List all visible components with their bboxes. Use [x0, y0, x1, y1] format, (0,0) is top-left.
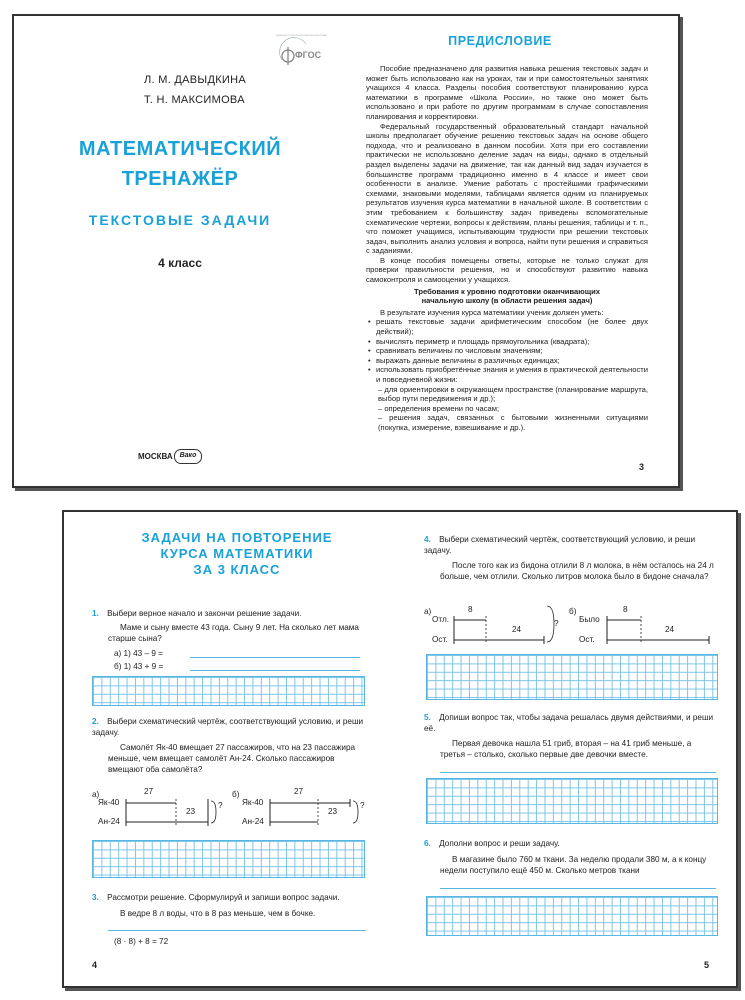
diagram-a-task-2[interactable] — [92, 784, 227, 834]
publisher-logo: Вако — [174, 449, 202, 464]
list-item: • выражать данные величины в различных единицах; — [376, 356, 648, 366]
diagram-question: ? — [360, 801, 365, 810]
list-item: – решения задач, связанных с бытовыми жизненными ситуациями (покупка, измерение, взвешивание и др.). — [378, 413, 648, 432]
list-item: • вычислять периметр и площадь прямоугольника (квадрата); — [376, 337, 648, 347]
task-prompt: Выбери схематический чертёж, соответствующий условию, и реши задачу. — [424, 535, 696, 555]
task-6 — [424, 838, 716, 849]
preface-paragraph-1: Пособие предназначено для развития навыка решения текстовых задач и может быть использовано как на уроках, так и при самостоятельных занятиях учащихся 4 класса. Разделы пособия соответствуют планированию курса математики в программе «Школа России», но также оно может быть использовано и при работе по другим программам в случае сопоставления планирования и корректировки. — [366, 64, 648, 121]
author-1: Л. М. ДАВЫДКИНА — [144, 74, 247, 86]
diagram-row-label: Як-40 — [242, 798, 264, 807]
task-3-text: В ведре 8 л воды, что в 8 раз меньше, чем в бочке. — [120, 909, 316, 918]
task-prompt: Дополни вопрос и реши задачу. — [439, 839, 560, 848]
task-5-text: Первая девочка нашла 51 гриб, вторая – на 41 гриб меньше, а третья – столько, сколько первые две девочки вместе. — [440, 739, 692, 759]
book-title-line-1: МАТЕМАТИЧЕСКИЙ — [78, 138, 282, 160]
option-a-label: а) 1) 43 – 9 = — [114, 649, 163, 658]
fgos-arc-text: ФЕДЕРАЛЬНЫЙ ГОСУДАРСТВЕННЫЙ ОБРАЗОВАТЕЛЬНЫЙ СТАНДАРТ — [276, 36, 328, 37]
task-3 — [92, 892, 367, 903]
task-number: 1. — [92, 609, 99, 618]
task-number: 4. — [424, 535, 431, 544]
author-2: Т. Н. МАКСИМОВА — [144, 94, 245, 106]
list-item: • решать текстовые задачи арифметическим способом (не более двух действий); — [376, 317, 648, 336]
answer-line[interactable] — [190, 670, 360, 671]
preface-body — [366, 64, 648, 433]
diagram-value: 27 — [294, 787, 304, 796]
answer-line[interactable] — [440, 772, 716, 773]
task-number: 3. — [92, 893, 99, 902]
diagram-value: 8 — [623, 605, 628, 614]
diagram-b-task-2[interactable] — [232, 784, 367, 834]
task-number: 2. — [92, 717, 99, 726]
preface-paragraph-3: В конце пособия помещены ответы, которые не только служат для проверки правильности решения, но и способствуют развитию навыка самоконтроля и самооценки у учащихся. — [366, 255, 648, 285]
preface-paragraph-2: Федеральный государственный образовательный стандарт начальной школы предполагает обучение решению текстовых задач на основе общего подхода, что и реализовано в данном пособии. Хотя при его составлении практически не использовано деление задач на виды, однако в отдельный раздел выделены задачи на движение, так как данный вид задач изучается в большинстве программ традиционно именно в 4 классе и имеет свои особенности в анализе. Умение работать с простейшими графическими схемами, знаковыми моделями, таблицами является одним из планируемых результатов изучения курса математики в начальной школе. В соответствии с этим требованием к большинству задач приведены вспомогательные схематические чертежи, вопросы к действиям, планы решения, таблицы и т. п., что поможет учащимся, испытывающим трудности при решении текстовых задач, выполнить анализ условия и вопроса, найти пути решения и справиться с заданиями. — [366, 121, 648, 256]
requirements-heading: Требования к уровню подготовки оканчивающих начальную школу (в области решения задач) — [413, 286, 601, 306]
grade-label: 4 класс — [158, 256, 202, 270]
task-number: 6. — [424, 839, 431, 848]
publisher-city: МОСКВА — [138, 452, 173, 461]
task-6-text: В магазине было 760 м ткани. За неделю продали 380 м, а к концу недели поступило ещё 450 м. Сколько метров ткани — [440, 855, 707, 875]
diagram-label-b: б) — [569, 607, 577, 616]
answer-grid-task-2[interactable] — [92, 840, 365, 878]
answer-grid-task-1[interactable] — [92, 676, 365, 706]
diagram-label-b: б) — [232, 790, 240, 799]
diagram-a-task-4[interactable] — [424, 602, 564, 654]
book-subtitle: ТЕКСТОВЫЕ ЗАДАЧИ — [88, 212, 272, 228]
answer-line[interactable] — [440, 888, 716, 889]
diagram-row-label: Было — [579, 615, 600, 624]
task-1-option-b — [114, 661, 362, 672]
diagram-value: 23 — [186, 807, 196, 816]
section-heading-line-3: ЗА 3 КЛАСС — [193, 562, 281, 577]
diagram-row-label: Як-40 — [98, 798, 120, 807]
diagram-lines — [569, 602, 719, 654]
diagram-label-a: а) — [92, 790, 100, 799]
task-4 — [424, 534, 714, 556]
answer-grid-task-4[interactable] — [426, 654, 718, 700]
book-spread-bottom — [62, 510, 738, 988]
diagram-row-label: Ост. — [579, 635, 595, 644]
task-prompt: Допиши вопрос так, чтобы задача решалась двумя действиями, и реши её. — [424, 713, 714, 733]
diagram-value: 24 — [665, 625, 675, 634]
task-1 — [92, 608, 362, 619]
diagram-row-label: Ан-24 — [242, 817, 264, 826]
answer-line[interactable] — [190, 657, 360, 658]
answer-grid-task-6[interactable] — [426, 896, 718, 936]
diagram-value: 23 — [328, 807, 338, 816]
list-item: • сравнивать величины по числовым значениям; — [376, 346, 648, 356]
list-item: – для ориентировки в окружающем пространстве (планирование маршрута, выбор пути передвижения и др.); — [378, 384, 648, 404]
task-prompt: Выбери верное начало и закончи решение задачи. — [107, 609, 302, 618]
fgos-logo-text: ФГОС — [295, 50, 322, 60]
section-heading-line-1: ЗАДАЧИ НА ПОВТОРЕНИЕ — [141, 530, 333, 545]
diagram-label-a: а) — [424, 607, 432, 616]
task-4-text: После того как из бидона отлили 8 л молока, в нём осталось на 24 л больше, чем отлили. Сколько литров молока было в бидоне сначала? — [440, 561, 714, 581]
page-number-5: 5 — [704, 960, 710, 970]
task-1-text: Маме и сыну вместе 43 года. Сыну 9 лет. На сколько лет мама старше сына? — [108, 623, 359, 643]
requirements-intro: В результате изучения курса математики ученик должен уметь: — [380, 307, 604, 317]
task-1-option-a — [114, 648, 362, 659]
task-prompt: Выбери схематический чертёж, соответствующий условию, и реши задачу. — [92, 717, 364, 737]
page-number-4: 4 — [92, 960, 98, 970]
requirements-list — [366, 317, 648, 384]
diagram-lines — [92, 784, 227, 834]
task-2-text: Самолёт Як-40 вмещает 27 пассажиров, что на 23 пассажира меньше, чем вмещает самолёт Ан-24. Сколько пассажиров вмещают оба самолёта? — [108, 743, 356, 774]
option-b-label: б) 1) 43 + 9 = — [114, 662, 164, 671]
diagram-value: 24 — [512, 625, 522, 634]
diagram-b-task-4[interactable] — [569, 602, 719, 654]
section-heading — [92, 530, 382, 578]
task-prompt: Рассмотри решение. Сформулируй и запиши вопрос задачи. — [107, 893, 340, 902]
task-3-solution: (8 · 8) + 8 = 72 — [114, 937, 169, 946]
preface-heading: ПРЕДИСЛОВИЕ — [448, 34, 552, 48]
task-2 — [92, 716, 367, 738]
task-number: 5. — [424, 713, 431, 722]
diagram-lines — [424, 602, 564, 654]
diagram-value: 27 — [144, 787, 154, 796]
answer-grid-task-5[interactable] — [426, 778, 718, 824]
diagram-value: 8 — [468, 605, 473, 614]
book-title-line-2: ТРЕНАЖЁР — [121, 168, 239, 190]
section-heading-line-2: КУРСА МАТЕМАТИКИ — [160, 546, 314, 561]
answer-line[interactable] — [108, 930, 366, 931]
diagram-row-label: Ост. — [432, 635, 448, 644]
task-5 — [424, 712, 716, 734]
list-item: • использовать приобретённые знания и умения в практической деятельности и повседневной жизни: — [376, 365, 648, 384]
diagram-lines — [232, 784, 367, 834]
diagram-row-label: Отл. — [432, 615, 449, 624]
diagram-question: ? — [218, 801, 223, 810]
diagram-question: ? — [554, 619, 559, 628]
fgos-logo — [276, 36, 328, 66]
page-number-3: 3 — [639, 462, 645, 472]
list-item: – определения времени по часам; — [378, 403, 500, 413]
book-spread-top — [12, 14, 680, 488]
diagram-row-label: Ан-24 — [98, 817, 120, 826]
requirements-sublist — [366, 385, 648, 433]
